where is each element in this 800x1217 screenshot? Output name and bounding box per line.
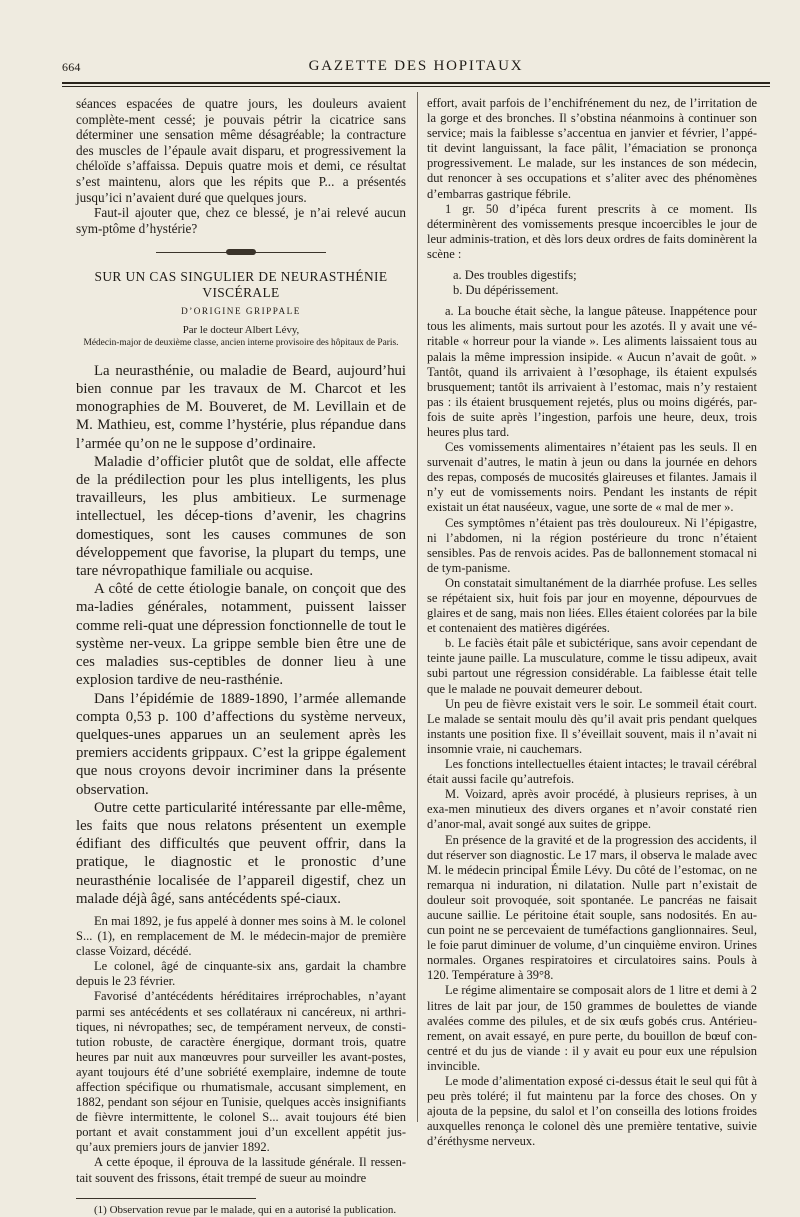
header-rule xyxy=(62,82,770,84)
body-paragraph: A côté de cette étiologie banale, on conçoit que des ma-ladies générales, notamment, puissent laisser comme reli-quat une dépression fonctionnelle de tout le système ner-veux. La grippe semble bien être une de ces maladies sus-ceptibles de donner lieu à une explosion tardive de neu-rasthénie. xyxy=(76,581,406,689)
body-paragraph: 1 gr. 50 d’ipéca furent prescrits à ce moment. Ils déterminèrent des vomissements presque incoercibles le jour de leur adminis-tration, et dès lors deux ordres de faits dominèrent la scène : xyxy=(427,201,757,261)
body-paragraph: Le mode d’alimentation exposé ci-dessus était le seul qui fût à peu près toléré; il fut maintenu par la force des choses. On y ajouta de la pepsine, du salol et l’on conseilla des lotions froides auxquelles renonça le colonel dès une première tentative, suivie d’éréthysme nerveux. xyxy=(427,1074,757,1149)
header-rule-thin xyxy=(62,86,770,87)
observation-paragraph: Favorisé d’antécédents héréditaires irréprochables, n’ayant parmi ses antécédents et ses collatéraux ni cancéreux, ni arthri-tiques, ni névropathes; sec, de tempérament nerveux, de consti-tution robuste, de caractère énergique, dormant trois, quatre heures par nuit aux manœuvres pour surveiller les avant-postes, ayant toujours été d’une sobriété exemplaire, indemne de toute affection spécifique ou rhumatismale, accusant simplement, en 1882, pendant son séjour en Tunisie, quelques accès insignifiants de fièvre intermittente, le colonel S... avait toujours été bien portant et avait constamment joui d’un excellent appétit jus-qu’aux premiers jours de janvier 1892. xyxy=(76,989,406,1155)
intro-paragraph: séances espacées de quatre jours, les douleurs avaient complète-ment cessé; je pouvais pétrir la cicatrice sans déterminer une sensation même désagréable; la contracture des muscles de l’épaule avait disparu, et progressivement la chéloïde s’affaissa. Depuis quatre mois et demi, ce résultat s’est maintenu, alors que les répits que P... a présentés jusqu’ici n’avaient duré que quelques jours. xyxy=(76,96,406,205)
body-paragraph: Maladie d’officier plutôt que de soldat, elle affecte de la prédilection pour les plus intelligents, les plus travailleurs, les plus ambitieux. Le surmenage intellectuel, les décep-tions d’avenir, les chagrins domestiques, sont les causes communes de son développement que favorise, la plupart du temps, une tare névropathique familiale ou acquise. xyxy=(76,453,406,580)
body-paragraph: Ces vomissements alimentaires n’étaient pas les seuls. Il en survenait d’autres, le matin à jeun ou dans la journée en dehors des repas, composés de mucosités glaireuses et filantes. Jamais il n’y eut de vomissements noirs. Pendant les instants de répit existait un état nauséeux, vague, une sorte de « mal de mer ». xyxy=(427,440,757,515)
column-divider xyxy=(417,92,418,1122)
observation-paragraph: A cette époque, il éprouva de la lassitude générale. Il ressen-tait souvent des frissons, était trempé de sueur au moindre xyxy=(76,1155,406,1185)
body-paragraph: Le régime alimentaire se composait alors de 1 litre et demi à 2 litres de lait par jour, de 150 grammes de boulettes de viande avalées comme des pilules, et de six œufs gobés crus. Antérieu-rement, on avait essayé, en pure perte, du bouillon de bœuf con-centré et du jus de viande : il y avait eu pour eux une répulsion invincible. xyxy=(427,983,757,1073)
page-header xyxy=(62,58,770,80)
body-paragraph: b. Le faciès était pâle et subictérique, sans avoir cependant de teinte jaune paille. La musculature, comme le tissu adipeux, avait subi partout une régression considérable. La faiblesse était telle que le malade ne pouvait demeurer debout. xyxy=(427,636,757,696)
list-item: a. Des troubles digestifs; xyxy=(453,268,577,283)
observation-paragraph: Le colonel, âgé de cinquante-six ans, gardait la chambre depuis le 23 février. xyxy=(76,959,406,989)
article-author: Par le docteur Albert Lévy, xyxy=(182,324,300,337)
observation-paragraph: En mai 1892, je fus appelé à donner mes soins à M. le colonel S... (1), en remplacement de M. le médecin-major de première classe Voizard, décédé. xyxy=(76,913,406,959)
list-item: b. Du dépérissement. xyxy=(453,283,559,298)
page-number: 664 xyxy=(62,60,81,74)
journal-title: GAZETTE DES HOPITAUX xyxy=(308,58,524,74)
body-paragraph: Outre cette particularité intéressante par elle-même, les faits que nous relatons présentent un exemple édifiant des difficultés que peuvent offrir, dans la pratique, le diagnostic et le pronostic d’une neurasthénie localisée de l’appareil digestif, chez un malade déjà âgé, sans antécédents spé-ciaux. xyxy=(76,799,406,907)
article-subtitle: D’ORIGINE GRIPPALE xyxy=(181,306,301,317)
body-paragraph: Dans l’épidémie de 1889-1890, l’armée allemande compta 0,53 p. 100 d’affections du système nerveux, quelques-unes apparues un an seulement après les premiers accidents grippaux. C’est la grippe également que nous croyons devoir incriminer dans la présente observation. xyxy=(76,690,406,798)
body-paragraph: effort, avait parfois de l’enchifrénement du nez, de l’irritation de la gorge et des bronches. Il s’obstina néanmoins à continuer son service; mais la faiblesse s’accentua en janvier et février, l’appé-tit devint languissant, la face pâlit, l’émaciation se prononça progressivement. Le malade, sur les instances de son médecin, dut renoncer à ses occupations et s’aliter avec des phénomènes d’embarras gastrique fébrile. xyxy=(427,96,757,201)
body-paragraph: Ces symptômes n’étaient pas très douloureux. Ni l’épigastre, ni l’abdomen, ni la région postérieure du tronc n’étaient sensibles. Pas de renvois acides. Pas de ballonnement stomacal ni de tym-panisme. xyxy=(427,515,757,575)
body-paragraph: En présence de la gravité et de la progression des accidents, il dut réserver son diagnostic. Le 17 mars, il observa le malade avec M. le médecin principal Émile Lévy. Du côté de l’estomac, on ne remarqua ni induration, ni dilatation. Nulle part n’existait de douleur soit provoquée, soit spontanée. Le pancréas ne faisait aucune saillie. Le péritoine était souple, sans nodosités. En au-cun point ne se percevaient de tuméfactions ganglionnaires. Seul, le foie parut diminuer de volume, d’un cinquième environ. Urines normales. Organes respiratoires et circulatoires sains. Pouls à 120. Température à 39°8. xyxy=(427,832,757,983)
article-title: SUR UN CAS SINGULIER DE NEURASTHÉNIE VISCÉRALE xyxy=(94,269,388,301)
body-paragraph: Un peu de fièvre existait vers le soir. Le sommeil était court. Le malade se sentait moulu dès qu’il avait pris pendant quelques instants une position fixe. Il s’éveillait souvent, mais il n’avait ni insomnie vraie, ni cauchemars. xyxy=(427,696,757,756)
footnote-rule xyxy=(76,1198,256,1199)
body-paragraph: On constatait simultanément de la diarrhée profuse. Les selles se répétaient six, huit fois par jour en moyenne, dépourvues de glaires et de sang, mais non liées. Elles étaient colorées par la bile et contenaient des matières digérées. xyxy=(427,575,757,636)
left-column xyxy=(76,96,406,1217)
intro-paragraph: Faut-il ajouter que, chez ce blessé, je n’ai relevé aucun sym-ptôme d’hystérie? xyxy=(76,205,406,236)
body-paragraph: La neurasthénie, ou maladie de Beard, aujourd’hui bien connue par les travaux de M. Charcot et les monographies de M. Bouveret, de M. Levillain et de M. Mathieu, est, comme l’hystérie, plus répandue dans l’armée qu’on ne le suppose d’ordinaire. xyxy=(76,362,406,452)
body-paragraph: Les fonctions intellectuelles étaient intactes; le travail cérébral était aussi facile qu’autrefois. xyxy=(427,757,758,787)
right-column xyxy=(427,96,757,1149)
body-paragraph: M. Voizard, après avoir procédé, à plusieurs reprises, à un exa-men minutieux des divers organes et n’avoir constaté rien d’anor-mal, avait songé aux suites de grippe. xyxy=(427,787,757,832)
footnote: (1) Observation revue par le malade, qui en a autorisé la publication. xyxy=(94,1203,397,1216)
ornament-divider xyxy=(156,248,326,257)
body-paragraph: a. La bouche était sèche, la langue pâteuse. Inappétence pour tous les aliments, mais surtout pour les azotés. Il y avait une vé-ritable « horreur pour la viande ». Les aliments laissaient tous au palais la même impression insipide. « Aucun n’avait de goût. » Tantôt, quand ils arrivaient à l’œsophage, ils étaient expulsés brusquement; tantôt ils arrivaient à l’estomac, mais n’y restaient pas : ils étaient brusquement rejetés, plus ou moins digérés, par-fois de suite après l’ingestion, parfois une heure, deux, trois heures plus tard. xyxy=(427,304,757,439)
author-note: Médecin-major de deuxième classe, ancien interne provisoire des hôpitaux de Paris. xyxy=(83,338,399,349)
